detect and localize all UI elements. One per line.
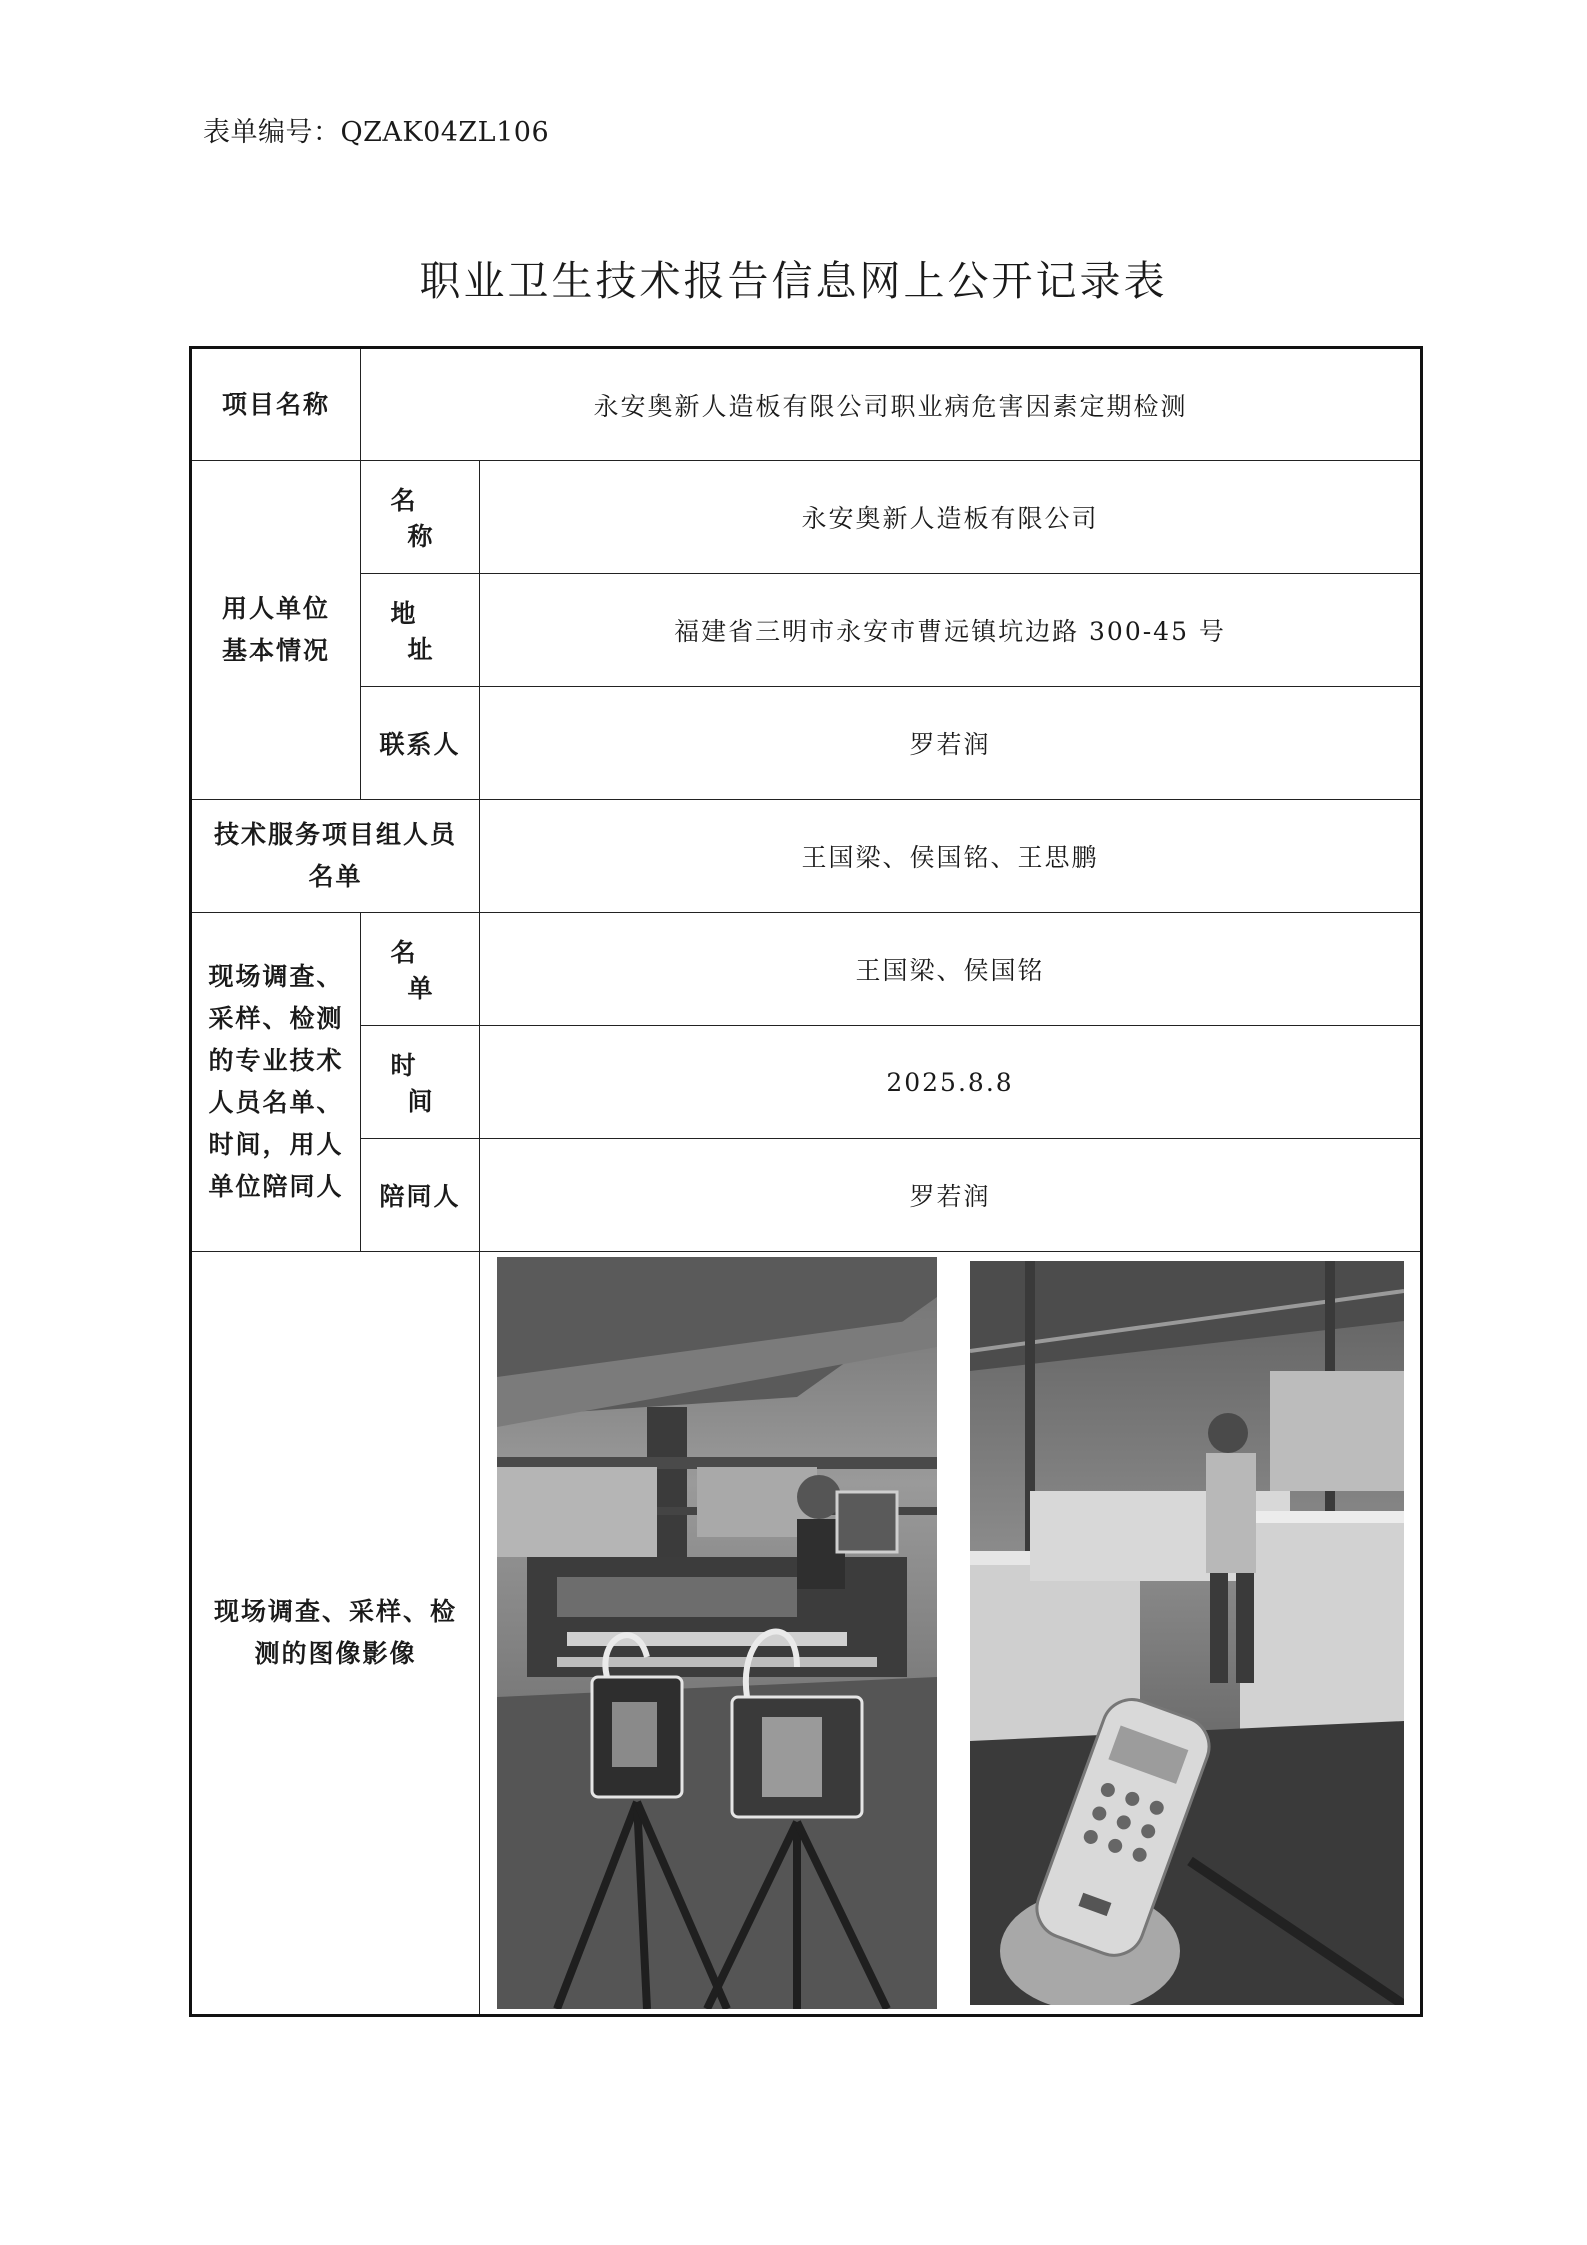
- images-label: 现场调查、采样、检测的图像影像: [191, 1252, 480, 2016]
- survey-list-label: 名单: [361, 913, 480, 1026]
- employer-label: [191, 461, 361, 800]
- row-employer-name: [191, 461, 1422, 574]
- row-survey-escort: [191, 1139, 1422, 1252]
- row-team: [191, 800, 1422, 913]
- record-table: [189, 346, 1423, 2017]
- project-label: 项目名称: [191, 348, 361, 461]
- images-cell: [480, 1252, 1422, 2016]
- survey-time-label: 时间: [361, 1026, 480, 1139]
- survey-list-value: 王国梁、侯国铭: [480, 913, 1422, 1026]
- row-images: [191, 1252, 1422, 2016]
- row-employer-contact: [191, 687, 1422, 800]
- site-photo-noise-meter: [970, 1261, 1404, 2005]
- form-code: 表单编号：QZAK04ZL106: [203, 117, 550, 148]
- employer-name-label: 名称: [361, 461, 480, 574]
- employer-contact-value: 罗若润: [480, 687, 1422, 800]
- page-title: 职业卫生技术报告信息网上公开记录表: [419, 257, 1168, 305]
- survey-label: 现场调查、采样、检测的专业技术人员名单、时间，用人单位陪同人: [191, 913, 361, 1252]
- row-employer-address: [191, 574, 1422, 687]
- team-value: 王国梁、侯国铭、王思鹏: [480, 800, 1422, 913]
- employer-address-label: 地址: [361, 574, 480, 687]
- site-photo-sampling: [497, 1257, 937, 2009]
- employer-name-value: 永安奥新人造板有限公司: [480, 461, 1422, 574]
- team-label: 技术服务项目组人员名单: [191, 800, 480, 913]
- survey-time-value: 2025.8.8: [480, 1026, 1422, 1139]
- row-project: [191, 348, 1422, 461]
- survey-escort-label: 陪同人: [361, 1139, 480, 1252]
- row-survey-list: [191, 913, 1422, 1026]
- row-survey-time: [191, 1026, 1422, 1139]
- employer-contact-label: 联系人: [361, 687, 480, 800]
- employer-address-value: 福建省三明市永安市曹远镇坑边路 300-45 号: [480, 574, 1422, 687]
- survey-escort-value: 罗若润: [480, 1139, 1422, 1252]
- project-value: 永安奥新人造板有限公司职业病危害因素定期检测: [361, 348, 1422, 461]
- employer-label-text: 用人单位基本情况: [221, 594, 330, 665]
